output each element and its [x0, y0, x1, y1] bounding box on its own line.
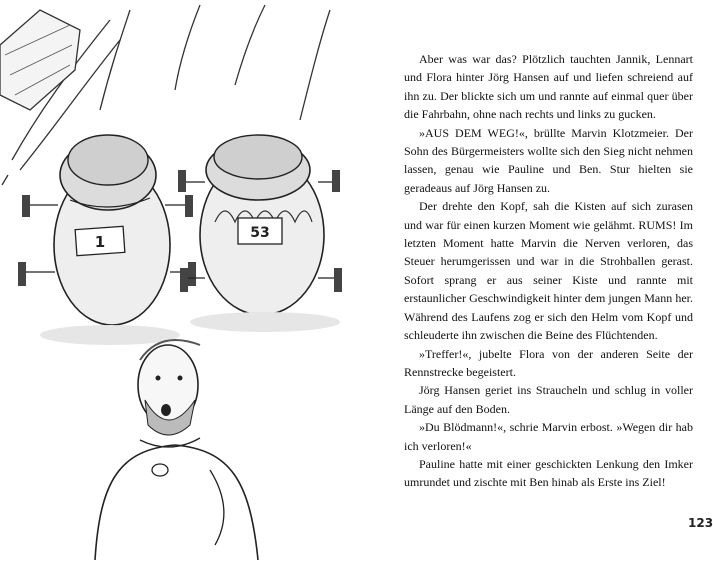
soapbox-cart-left [18, 135, 196, 325]
paragraph: »Du Blödmann!«, schrie Marvin erbost. »Wegen dir hab ich verloren!« [404, 420, 693, 453]
cart-left-number: 1 [94, 233, 106, 251]
straw-bale [0, 10, 80, 110]
paragraph: »AUS DEM WEG!«, brüllte Marvin Klotzmeier. Der Sohn des Bürgermeisters wollte sich den Sieg nicht nehmen lassen, genau wie Pauline und Ben. Stur hielten sie geradeaus auf Jörg Hansen zu. [404, 125, 693, 195]
soapbox-cart-right [178, 135, 342, 315]
man-figure [95, 340, 258, 560]
story-text [404, 50, 693, 492]
cart-right-number: 53 [250, 225, 270, 241]
paragraph: Aber was war das? Plötzlich tauchten Jannik, Lennart und Flora hinter Jörg Hansen auf und liefen schreiend auf ihn zu. Der blickte sich um und rannte auf einmal quer über die Fahrbahn, ohne nach rechts und links zu gucken. [404, 52, 693, 122]
paragraph: »Treffer!«, jubelte Flora von der anderen Seite der Rennstrecke begeistert. [404, 346, 693, 379]
page-number: 123 [688, 516, 713, 530]
paragraph: Pauline hatte mit einer geschickten Lenkung den Imker umrundet und zischte mit Ben hinab als Erste ins Ziel! [404, 456, 693, 490]
paragraph: Der drehte den Kopf, sah die Kisten auf sich zurasen und war für einen kurzen Moment wie gelähmt. RUMS! Im letzten Moment hatte Marvin die Nerven verloren, das Steuer herumgerissen und war in die Strohballen gerast. Sofort sprang er aus seiner Kiste und rannte mit erstaunlicher Geschwindigkeit hinter dem jungen Mann her. Während des Laufens zog er sich den Helm vom Kopf und schleuderte ihn zwischen die Beine des Flüchtenden. [404, 199, 693, 343]
paragraph: Jörg Hansen geriet ins Straucheln und schlug in voller Länge auf den Boden. [404, 383, 693, 416]
